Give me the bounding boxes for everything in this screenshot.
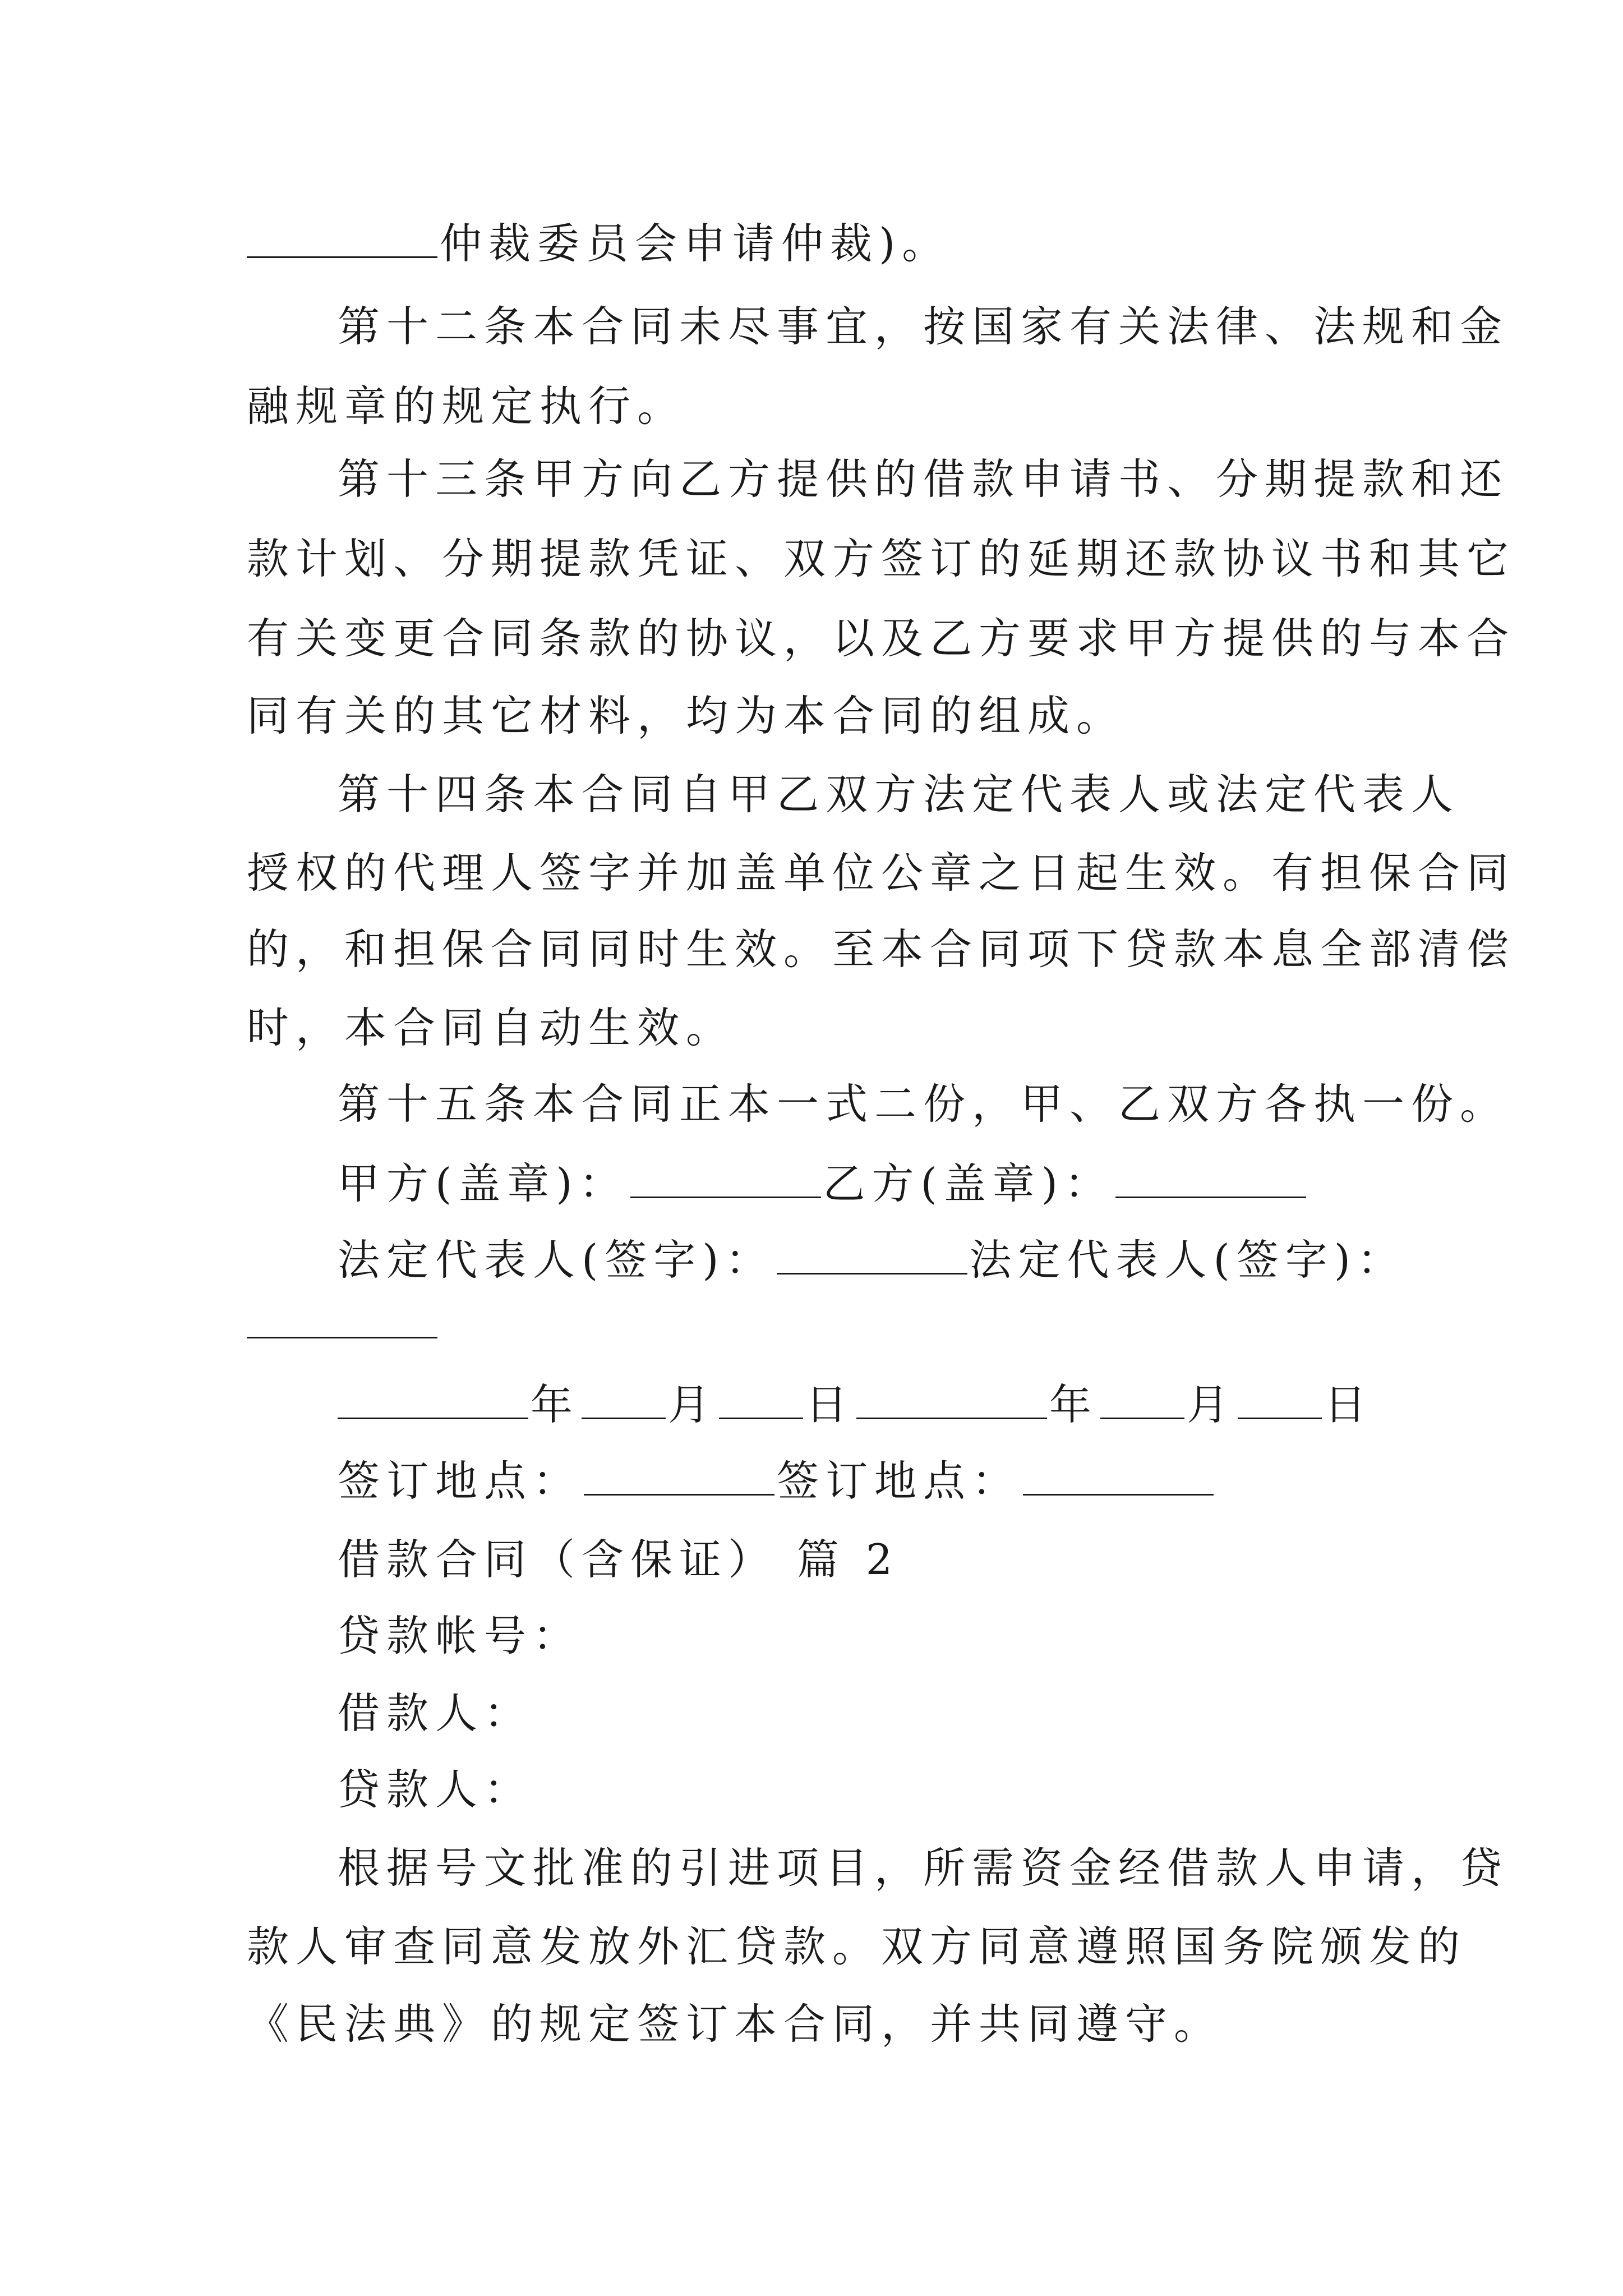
signing-place-a-blank [584, 1455, 774, 1496]
month-b-label: 月 [1187, 1380, 1236, 1429]
clause-13-line-2 [247, 531, 1516, 587]
clause-14-line-4 [247, 1000, 1391, 1056]
clause-text: 时，本合同自动生效。 [247, 1003, 735, 1052]
clause-text: 第十五条本合同正本一式二份，甲、乙双方各执一份。 [338, 1079, 1509, 1129]
clause-text: 第十四条本合同自甲乙双方法定代表人或法定代表人 [338, 770, 1460, 819]
clause-text: 款计划、分期提款凭证、双方签订的延期还款协议书和其它 [247, 534, 1516, 583]
clause-13-line-3 [247, 610, 1516, 666]
clause-15-line [338, 1076, 1509, 1132]
party-b-rep-blank-row [247, 1296, 1391, 1352]
clause-text: 同有关的其它材料，均为本合同的组成。 [247, 691, 1126, 740]
date-row [338, 1377, 1482, 1433]
borrower-label: 借款人： [338, 1688, 533, 1738]
clause-text: 仲裁委员会申请仲裁)。 [440, 219, 951, 268]
seal-row [338, 1156, 1482, 1212]
year-b-blank [856, 1378, 1047, 1419]
loan-account-label: 贷款帐号： [338, 1611, 582, 1660]
representative-row [338, 1232, 1482, 1288]
day-a-label: 日 [805, 1380, 855, 1429]
clause-12-line-2 [247, 378, 1391, 434]
party-b-rep-label: 法定代表人(签字)： [969, 1235, 1407, 1285]
signing-place-b-blank [1023, 1455, 1214, 1496]
year-a-blank [338, 1378, 528, 1419]
blank-field [247, 217, 437, 258]
signing-place-b-label: 签订地点： [777, 1456, 1021, 1506]
clause-13-line-1 [338, 451, 1509, 507]
section-title: 借款合同（含保证） 篇 2 [338, 1535, 900, 1584]
section-2-paragraph-line-3 [247, 1996, 1391, 2052]
paragraph-text: 《民法典》的规定签订本合同，并共同遵守。 [247, 1999, 1223, 2049]
month-a-blank [582, 1378, 666, 1419]
clause-text: 第十二条本合同未尽事宜，按国家有关法律、法规和金 [338, 302, 1509, 351]
clause-13-line-4 [247, 688, 1391, 744]
party-a-seal-blank [630, 1157, 821, 1198]
clause-11-ending [247, 215, 1391, 272]
clause-14-line-2 [247, 845, 1516, 901]
month-b-blank [1100, 1378, 1184, 1419]
day-a-blank [719, 1378, 803, 1419]
borrower-row [338, 1685, 1482, 1741]
party-a-seal-label: 甲方(盖章)： [338, 1159, 628, 1208]
party-b-rep-blank [247, 1297, 437, 1338]
clause-14-line-3 [247, 921, 1516, 977]
day-b-label: 日 [1324, 1380, 1373, 1429]
clause-14-line-1 [338, 766, 1482, 822]
section-2-paragraph-line-1 [338, 1840, 1509, 1896]
clause-text: 授权的代理人签字并加盖单位公章之日起生效。有担保合同 [247, 848, 1516, 898]
month-a-label: 月 [668, 1380, 717, 1429]
party-a-rep-blank [777, 1234, 967, 1274]
clause-12-line-1 [338, 298, 1509, 355]
clause-text: 第十三条甲方向乙方提供的借款申请书、分期提款和还 [338, 454, 1509, 504]
paragraph-text: 根据号文批准的引进项目，所需资金经借款人申请，贷 [338, 1843, 1509, 1893]
clause-text: 融规章的规定执行。 [247, 381, 686, 431]
section-2-title [338, 1531, 1482, 1588]
loan-account-row [338, 1608, 1482, 1664]
clause-text: 的，和担保合同同时生效。至本合同项下贷款本息全部清偿 [247, 924, 1516, 974]
signing-place-a-label: 签订地点： [338, 1456, 582, 1506]
party-b-seal-blank [1115, 1157, 1306, 1198]
year-a-label: 年 [531, 1380, 580, 1429]
signing-place-row [338, 1453, 1482, 1509]
day-b-blank [1238, 1378, 1322, 1419]
year-b-label: 年 [1049, 1380, 1099, 1429]
lender-label: 贷款人： [338, 1765, 533, 1814]
paragraph-text: 款人审查同意发放外汇贷款。双方同意遵照国务院颁发的 [247, 1922, 1467, 1971]
section-2-paragraph-line-2 [247, 1918, 1467, 1975]
clause-text: 有关变更合同条款的协议，以及乙方要求甲方提供的与本合 [247, 614, 1516, 663]
party-b-seal-label: 乙方(盖章)： [823, 1159, 1114, 1208]
party-a-rep-label: 法定代表人(签字)： [338, 1235, 774, 1285]
lender-row [338, 1761, 1482, 1818]
